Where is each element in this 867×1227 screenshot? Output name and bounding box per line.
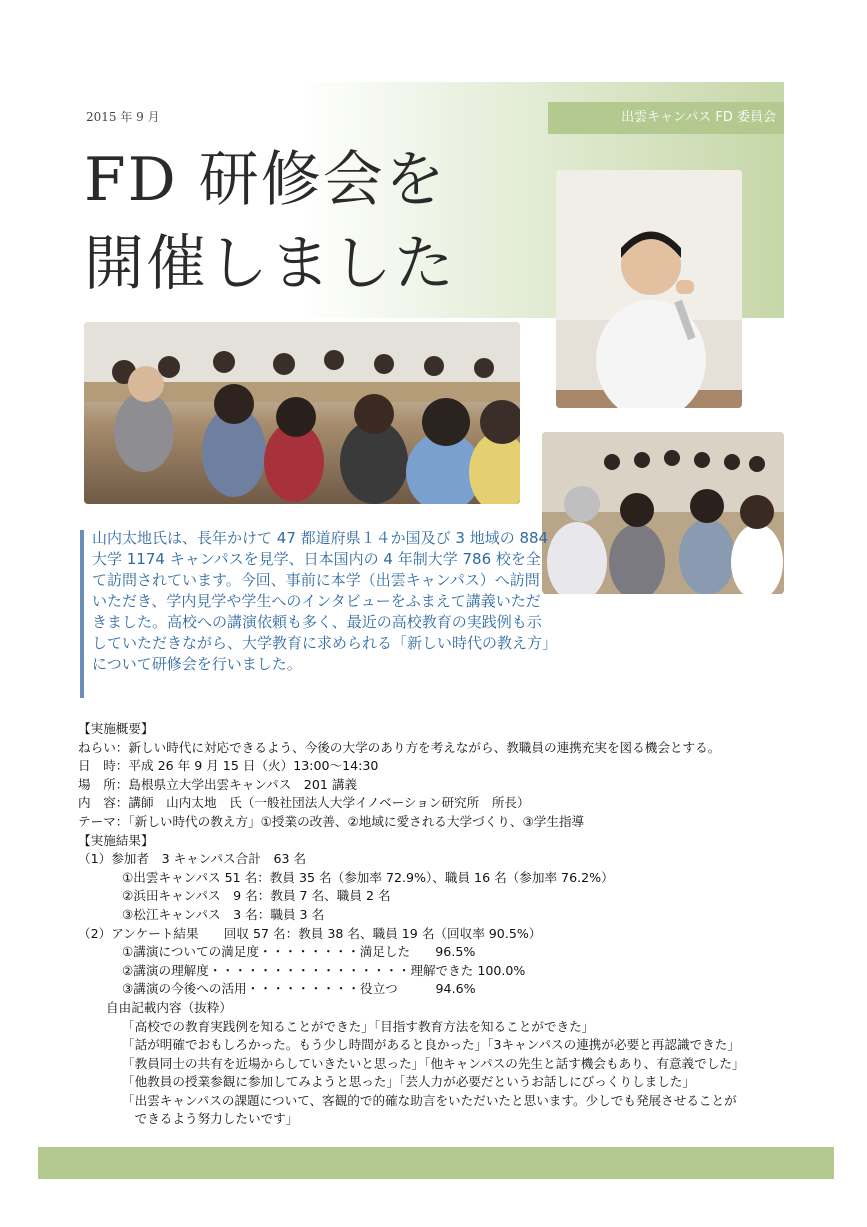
comment-item: 「教員同士の共有を近場からしていきたいと思った」「他キャンパスの先生と話す機会もあり、有意義でした」	[122, 1055, 745, 1071]
overview-aim: ねらい：新しい時代に対応できるよう、今後の大学のあり方を考えながら、教職員の連携充実を図る機会とする。	[78, 739, 721, 755]
audience-photo	[84, 322, 520, 504]
overview-content: 内 容：講師 山内太地 氏（一般社団法人大学イノベーション研究所 所長）	[78, 795, 530, 811]
comment-item: 「出雲キャンパスの課題について、客観的で的確な助言をいただいたと思います。少しでも発展させることが	[122, 1092, 737, 1108]
group-photo	[542, 432, 784, 594]
overview-theme: テーマ：「新しい時代の教え方」①授業の改善、②地域に愛される大学づくり、③学生指導	[78, 813, 585, 829]
overview-datetime: 日 時：平成 26 年 9 月 15 日（火）13:00～14:30	[78, 758, 379, 774]
comment-item: 「話が明確でおもしろかった。もう少し時間があると良かった」「3キャンパスの連携が必要と再認識できた」	[122, 1037, 740, 1053]
audience-photo-art	[84, 322, 520, 504]
footer-band	[38, 1147, 834, 1179]
summary-accent-bar	[80, 530, 84, 698]
participants-item: ②浜田キャンパス 9 名：教員 7 名、職員 2 名	[122, 888, 391, 904]
title-line-1: FD 研修会を	[84, 145, 447, 215]
speaker-photo-art	[556, 170, 742, 408]
report-details	[78, 720, 798, 1129]
overview-place: 場 所：島根県立大学出雲キャンパス 201 講義	[78, 776, 358, 792]
issue-date: 2015 年 9 月	[86, 110, 160, 124]
comments-heading: 自由記載内容（抜粋）	[106, 999, 232, 1015]
participants-item: ①出雲キャンパス 51 名：教員 35 名（参加率 72.9%）、職員 16 名（参加率 76.2%）	[122, 869, 614, 885]
group-photo-art	[542, 432, 784, 594]
comment-item: できるよう努力したいです」	[122, 1111, 299, 1127]
participants-heading: （1）参加者 3 キャンパス合計 63 名	[78, 851, 307, 867]
survey-heading: （2）アンケート結果 回収 57 名：教員 38 名、職員 19 名（回収率 90.5%）	[78, 925, 542, 941]
survey-item: ①講演についての満足度・・・・・・・・満足した 96.5%	[122, 944, 476, 960]
survey-item: ③講演の今後への活用・・・・・・・・・役立つ 94.6%	[122, 981, 476, 997]
page-title	[84, 138, 456, 306]
survey-item: ②講演の理解度・・・・・・・・・・・・・・・・理解できた 100.0%	[122, 962, 526, 978]
organization-name: 出雲キャンパス FD 委員会	[621, 110, 776, 125]
lecture-summary: 山内太地氏は、長年かけて 47 都道府県１４か国及び 3 地域の 884 大学 1174 キャンパスを見学、日本国内の 4 年制大学 786 校を全て訪問されています。今回、事前に本学（出雲キャンパス）へ訪問いただき、学内見学や学生へのインタビューをふまえて講義いただきました。高校への講演依頼も多く、最近の高校教育の実践例も示していただきながら、大学教育に求められる「新しい時代の教え方」について研修会を行いました。	[92, 529, 550, 673]
title-line-2: 開催しました	[84, 229, 456, 299]
comment-item: 「他教員の授業参観に参加してみようと思った」「芸人力が必要だというお話しにびっくりしました」	[122, 1074, 696, 1090]
overview-heading: 【実施概要】	[78, 721, 154, 736]
participants-item: ③松江キャンパス 3 名：職員 3 名	[122, 906, 325, 922]
comment-item: 「高校での教育実践例を知ることができた」「目指す教育方法を知ることができた」	[122, 1018, 595, 1034]
speaker-photo	[556, 170, 742, 408]
results-heading: 【実施結果】	[78, 832, 154, 848]
